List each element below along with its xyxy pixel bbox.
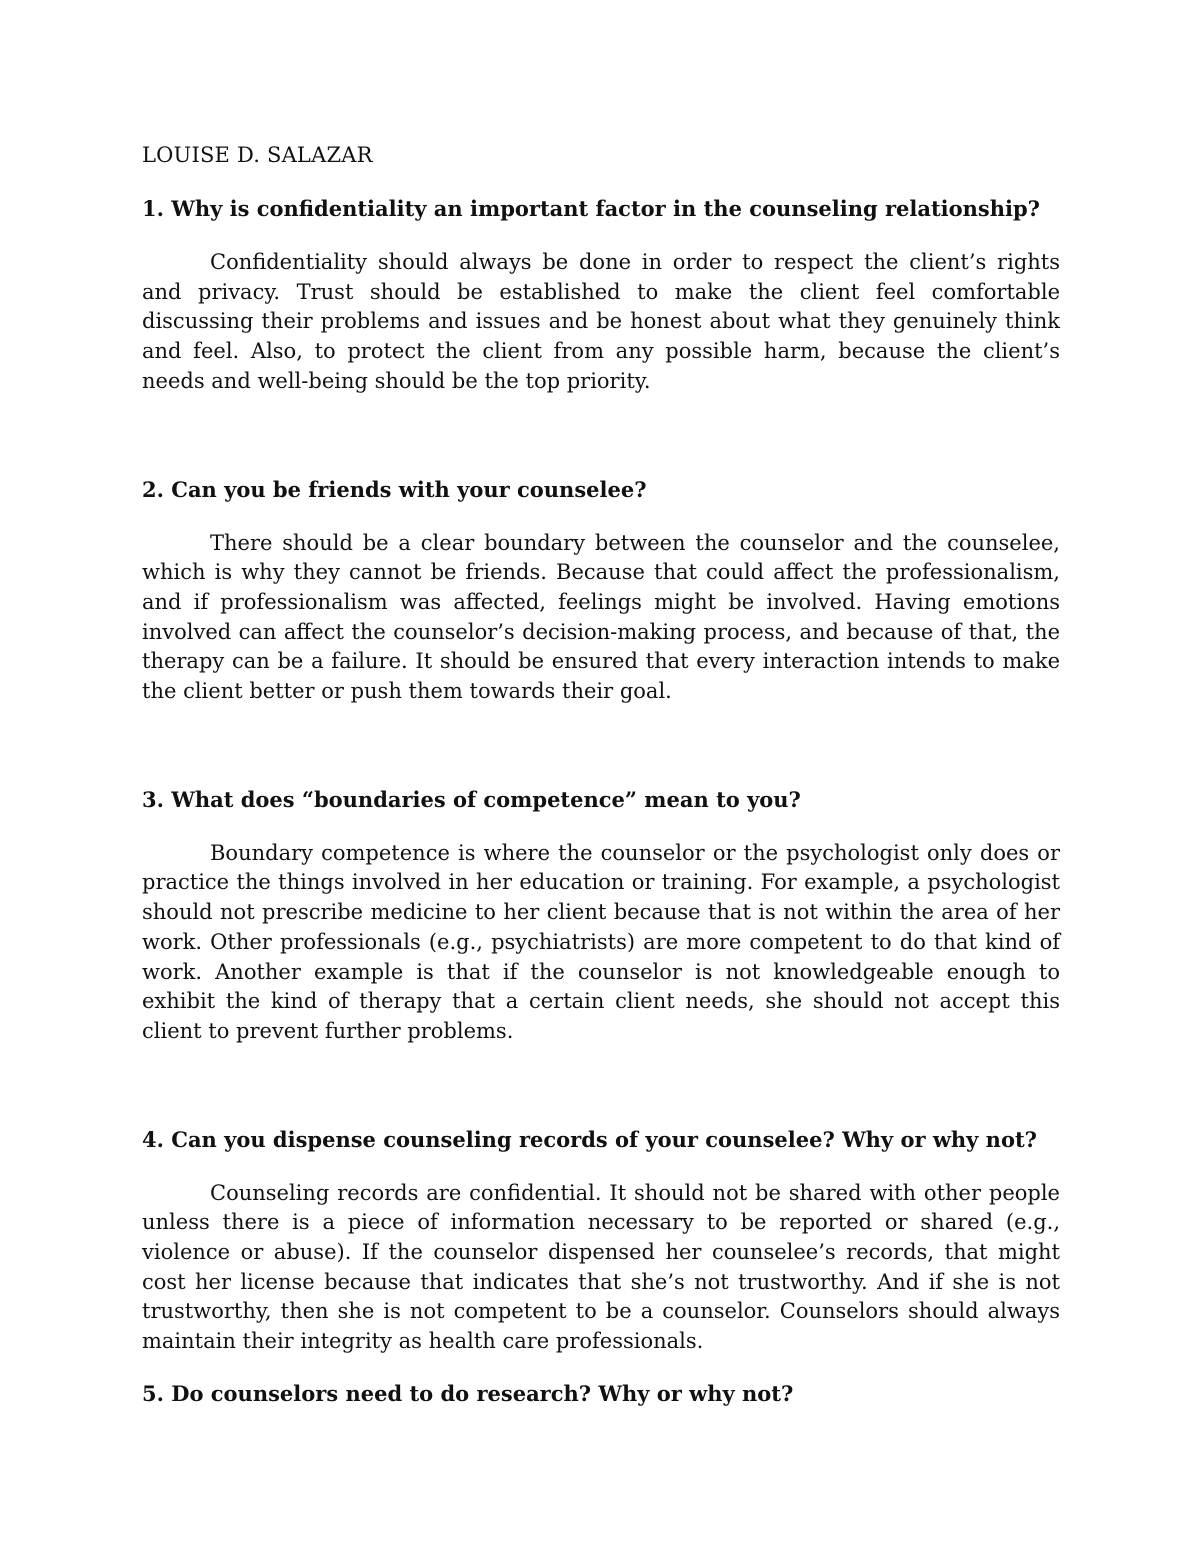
answer-4: Counseling records are confidential. It should not be shared with other people unless there is a piece of information necessary to be reported or shared (e.g., violence or abuse). If the counselor dispensed her counselee’s records, that might cost her license because that indicates that she’s not trustworthy. And if she is not trustworthy, then she is not competent to be a counselor. Counselors should always maintain their integrity as health care professionals.: [142, 1180, 1060, 1354]
question-1: 1. Why is confidentiality an important factor in the counseling relationship?: [142, 196, 1040, 221]
spacer: [142, 1047, 1060, 1125]
question-4: 4. Can you dispense counseling records of your counselee? Why or why not?: [142, 1126, 1037, 1152]
spacer: [142, 707, 1060, 785]
spacer: [142, 397, 1060, 475]
answer-3: Boundary competence is where the counselor or the psychologist only does or practice the things involved in her education or training. For example, a psychologist should not prescribe medicine to her client because that is not within the area of her work. Other professionals (e.g., psychiatrists) are more competent to do that kind of work. Another example is that if the counselor is not knowledgeable enough to exhibit the kind of therapy that a certain client needs, she should not accept this client to prevent further problems.: [142, 840, 1060, 1043]
question-3: 3. What does “boundaries of competence” mean to you?: [142, 786, 801, 812]
answer-1: Confidentiality should always be done in order to respect the client’s rights and privacy. Trust should be established to make the client feel comfortable discussing their problems and issues and be honest about what they genuinely think and feel. Also, to protect the client from any possible harm, because the client’s needs and well-being should be the top priority.: [142, 250, 1060, 393]
author-name: LOUISE D. SALAZAR: [142, 143, 373, 167]
spacer: [142, 1357, 1060, 1379]
answer-2: There should be a clear boundary between the counselor and the counselee, which is why they cannot be friends. Because that could affect the professionalism, and if professionalism was affected, feelings might be involved. Having emotions involved can affect the counselor’s decision-making process, and because of that, the therapy can be a failure. It should be ensured that every interaction intends to make the client better or push them towards their goal.: [142, 530, 1060, 704]
question-2: 2. Can you be friends with your counselee?: [142, 476, 647, 502]
document-body: [142, 140, 1060, 1433]
question-5: 5. Do counselors need to do research? Why or why not?: [142, 1380, 794, 1406]
